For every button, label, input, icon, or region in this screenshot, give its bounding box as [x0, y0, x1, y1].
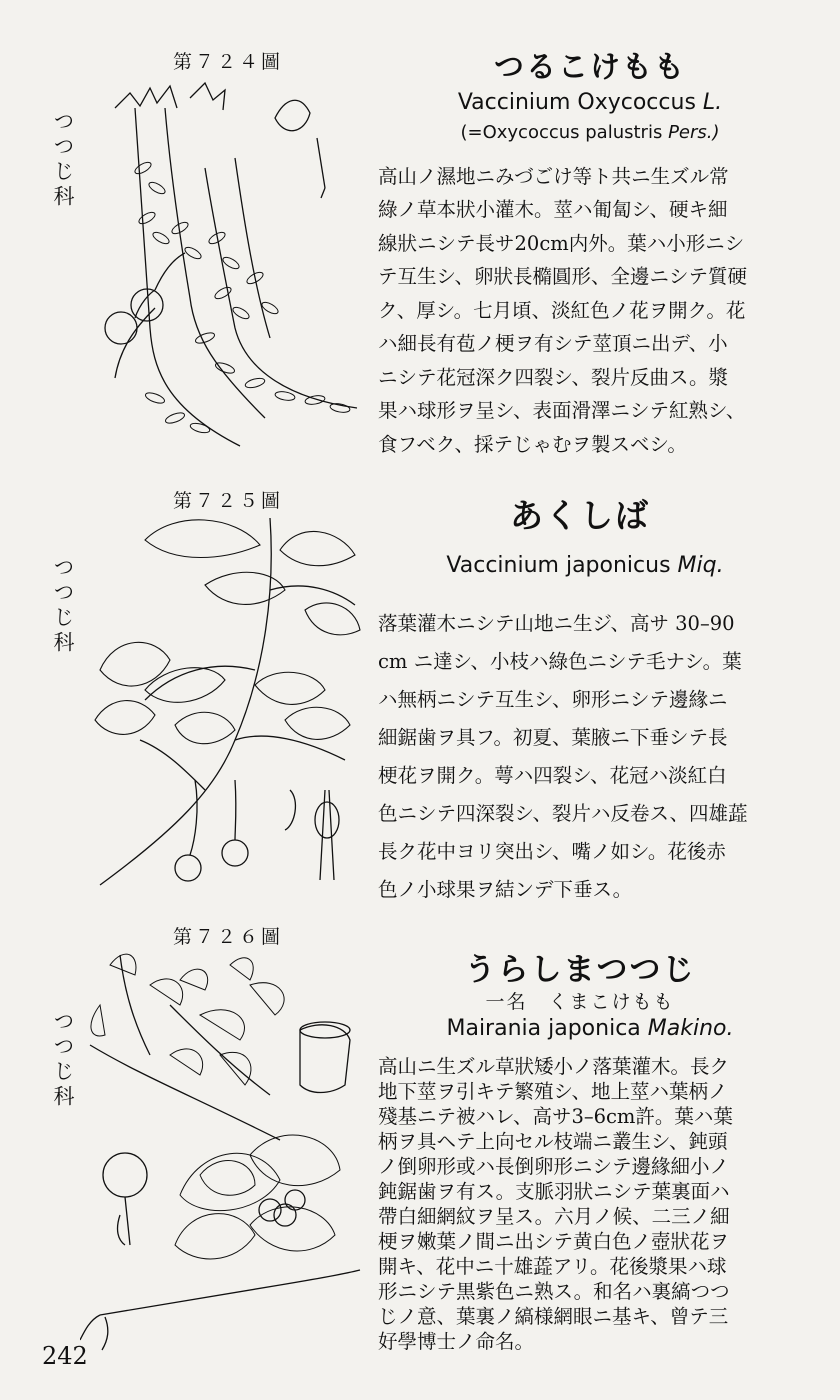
figure-label-724: 第７２４圖: [173, 51, 284, 73]
text-line: 柄ヲ具ヘテ上向セル枝端ニ叢生シ、鈍頭: [378, 1130, 728, 1153]
text-line: 梗花ヲ開ク。萼ハ四裂シ、花冠ハ淡紅白: [378, 764, 727, 787]
scientific-name-725: [395, 553, 775, 578]
text-line: 高山ノ濕地ニみづごけ等ト共ニ生ズル常: [378, 165, 729, 188]
illustration-urashima-tsutsuji: [80, 945, 365, 1355]
text-line: 綠ノ草本狀小灌木。莖ハ匍匐シ、硬キ細: [378, 198, 728, 221]
text-line: 殘基ニテ被ハレ、高サ3–6cm許。葉ハ葉: [378, 1105, 733, 1128]
scientific-name-text: Mairania japonica: [446, 1016, 641, 1041]
figure-label-725: 第７２５圖: [173, 490, 284, 512]
scientific-name-726: [395, 1016, 785, 1041]
text-line: 食フベク、採テじゃむヲ製スベシ。: [378, 433, 687, 456]
text-line: 梗ヲ嫩葉ノ間ニ出シテ黄白色ノ壺狀花ヲ: [378, 1230, 730, 1253]
text-line: テ互生シ、卵狀長橢圓形、全邊ニシテ質硬: [378, 265, 747, 288]
text-line: じノ意、葉裏ノ縞様網眼ニ基キ、曾テ三: [378, 1305, 729, 1328]
text-line: ク、厚シ。七月頃、淡紅色ノ花ヲ開ク。花: [378, 299, 746, 322]
text-line: 線狀ニシテ長サ20cm内外。葉ハ小形ニシ: [378, 232, 745, 255]
text-line: 長ク花中ヨリ突出シ、嘴ノ如シ。花後赤: [378, 840, 726, 863]
text-line: ノ倒卵形或ハ長倒卵形ニシテ邊緣細小ノ: [378, 1155, 730, 1178]
text-line: 好學博士ノ命名。: [378, 1330, 535, 1353]
text-line: 細鋸歯ヲ具フ。初夏、葉腋ニ下垂シテ長: [378, 726, 728, 749]
scientific-name-text: Vaccinium Oxycoccus: [457, 90, 696, 115]
text-line: 色ノ小球果ヲ結ンデ下垂ス。: [378, 878, 633, 901]
synonym-text: (=Oxycoccus palustris: [460, 122, 663, 143]
text-line: 地下莖ヲ引キテ繁殖シ、地上莖ハ葉柄ノ: [378, 1080, 728, 1103]
illustration-cranberry: [95, 78, 365, 453]
scientific-name-text: Vaccinium japonicus: [446, 553, 671, 578]
alias-name-726: 一名 くまこけもも: [485, 991, 675, 1013]
japanese-name-726: うらしまつつじ: [464, 952, 696, 988]
text-line: 高山ニ生ズル草狀矮小ノ落葉灌木。長ク: [378, 1055, 730, 1078]
text-line: cm ニ達シ、小枝ハ綠色ニシテ毛ナシ。葉: [378, 650, 742, 673]
scientific-author: Makino.: [647, 1016, 734, 1041]
family-label-724: つつじ科: [51, 110, 75, 210]
text-line: 色ニシテ四深裂シ、裂片ハ反卷ス、四雄蕋: [378, 802, 748, 825]
scientific-name-724: [400, 90, 780, 115]
scientific-author: L.: [702, 90, 723, 115]
japanese-name-725: あくしば: [510, 496, 650, 535]
text-line: ハ細長有苞ノ梗ヲ有シテ莖頂ニ出デ、小: [378, 332, 728, 355]
text-line: 果ハ球形ヲ呈シ、表面滑澤ニシテ紅熟シ、: [378, 399, 746, 422]
synonym-author: Pers.): [668, 122, 720, 143]
text-line: 開キ、花中ニ十雄蕋アリ。花後漿果ハ球: [378, 1255, 727, 1278]
page-number: 242: [42, 1342, 88, 1370]
text-line: 落葉灌木ニシテ山地ニ生ジ、高サ 30–90: [378, 612, 735, 635]
illustration-akushiba: [85, 510, 365, 895]
synonym-724: [400, 122, 780, 143]
text-line: ハ無柄ニシテ互生シ、卵形ニシテ邊緣ニ: [378, 688, 728, 711]
figure-label-726: 第７２６圖: [173, 926, 284, 948]
text-line: 帶白細網紋ヲ呈ス。六月ノ候、二三ノ細: [378, 1205, 730, 1228]
scientific-author: Miq.: [677, 553, 724, 578]
family-label-726: つつじ科: [51, 1010, 75, 1110]
text-line: 形ニシテ黒紫色ニ熟ス。和名ハ裏縞つつ: [378, 1280, 730, 1303]
text-line: 鈍鋸歯ヲ有ス。支脈羽狀ニシテ葉裏面ハ: [378, 1180, 730, 1203]
family-label-725: つつじ科: [51, 556, 75, 656]
japanese-name-724: つるこけもも: [494, 50, 686, 85]
text-line: ニシテ花冠深ク四裂シ、裂片反曲ス。漿: [378, 366, 729, 389]
